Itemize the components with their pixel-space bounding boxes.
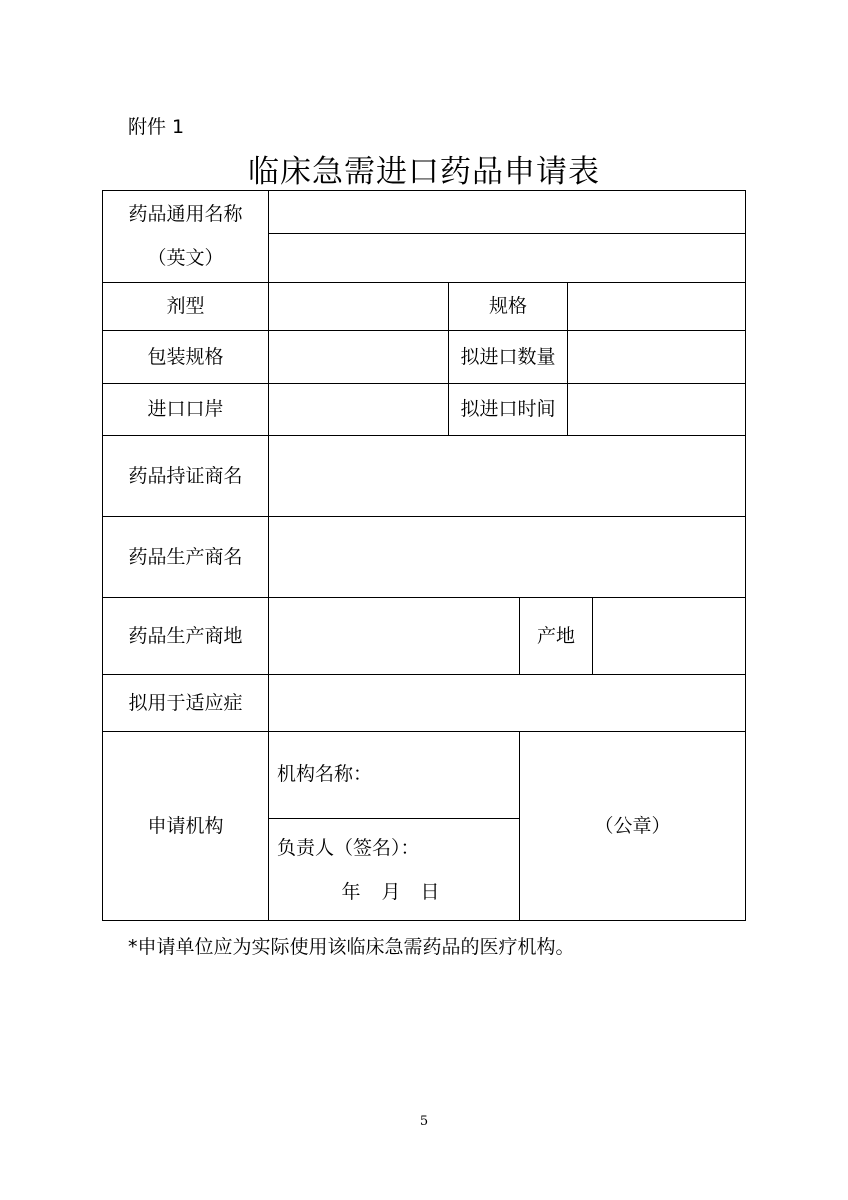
- label-import-port: 进口口岸: [147, 398, 224, 420]
- label-manufacturer: 药品生产商名: [128, 545, 243, 568]
- dosage-form-field[interactable]: [269, 283, 448, 330]
- manufacturer-address-field[interactable]: [269, 598, 519, 674]
- label-license-holder: 药品持证商名: [128, 464, 243, 487]
- org-name-label: 机构名称：: [277, 762, 373, 785]
- package-spec-field[interactable]: [269, 331, 448, 383]
- seal-area: （公章）: [594, 814, 671, 837]
- form-title: 临床急需进口药品申请表: [248, 154, 600, 190]
- label-import-quantity: 拟进口数量: [460, 345, 556, 368]
- footnote: *申请单位应为实际使用该临床急需药品的医疗机构。: [128, 936, 575, 958]
- label-dosage-form: 剂型: [166, 295, 205, 317]
- origin-field[interactable]: [593, 598, 745, 674]
- import-time-field[interactable]: [568, 384, 745, 435]
- org-name-field[interactable]: [372, 756, 517, 792]
- signature-field[interactable]: [430, 830, 517, 866]
- label-import-time: 拟进口时间: [460, 398, 556, 420]
- english-name-field[interactable]: [269, 234, 745, 282]
- date-year-label: 年: [341, 880, 361, 903]
- import-port-field[interactable]: [269, 384, 448, 435]
- responsible-person-label: 负责人（签名）：: [277, 836, 420, 859]
- label-english: （英文）: [147, 246, 224, 269]
- label-package-spec: 包装规格: [147, 345, 224, 368]
- label-specification: 规格: [488, 295, 527, 317]
- page-number: 5: [419, 1114, 429, 1129]
- specification-field[interactable]: [568, 283, 745, 330]
- import-quantity-field[interactable]: [568, 331, 745, 383]
- label-indication: 拟用于适应症: [128, 691, 243, 714]
- label-applicant: 申请机构: [147, 814, 224, 837]
- label-origin: 产地: [536, 624, 575, 647]
- generic-name-field[interactable]: [269, 191, 745, 233]
- label-generic-name: 药品通用名称: [128, 202, 243, 225]
- license-holder-field[interactable]: [269, 436, 745, 516]
- attachment-label: 附件 1: [128, 116, 185, 138]
- date-month-label: 月: [381, 880, 401, 903]
- indication-field[interactable]: [269, 675, 745, 731]
- manufacturer-field[interactable]: [269, 517, 745, 597]
- date-day-label: 日: [420, 880, 440, 903]
- label-manufacturer-address: 药品生产商地: [128, 624, 243, 647]
